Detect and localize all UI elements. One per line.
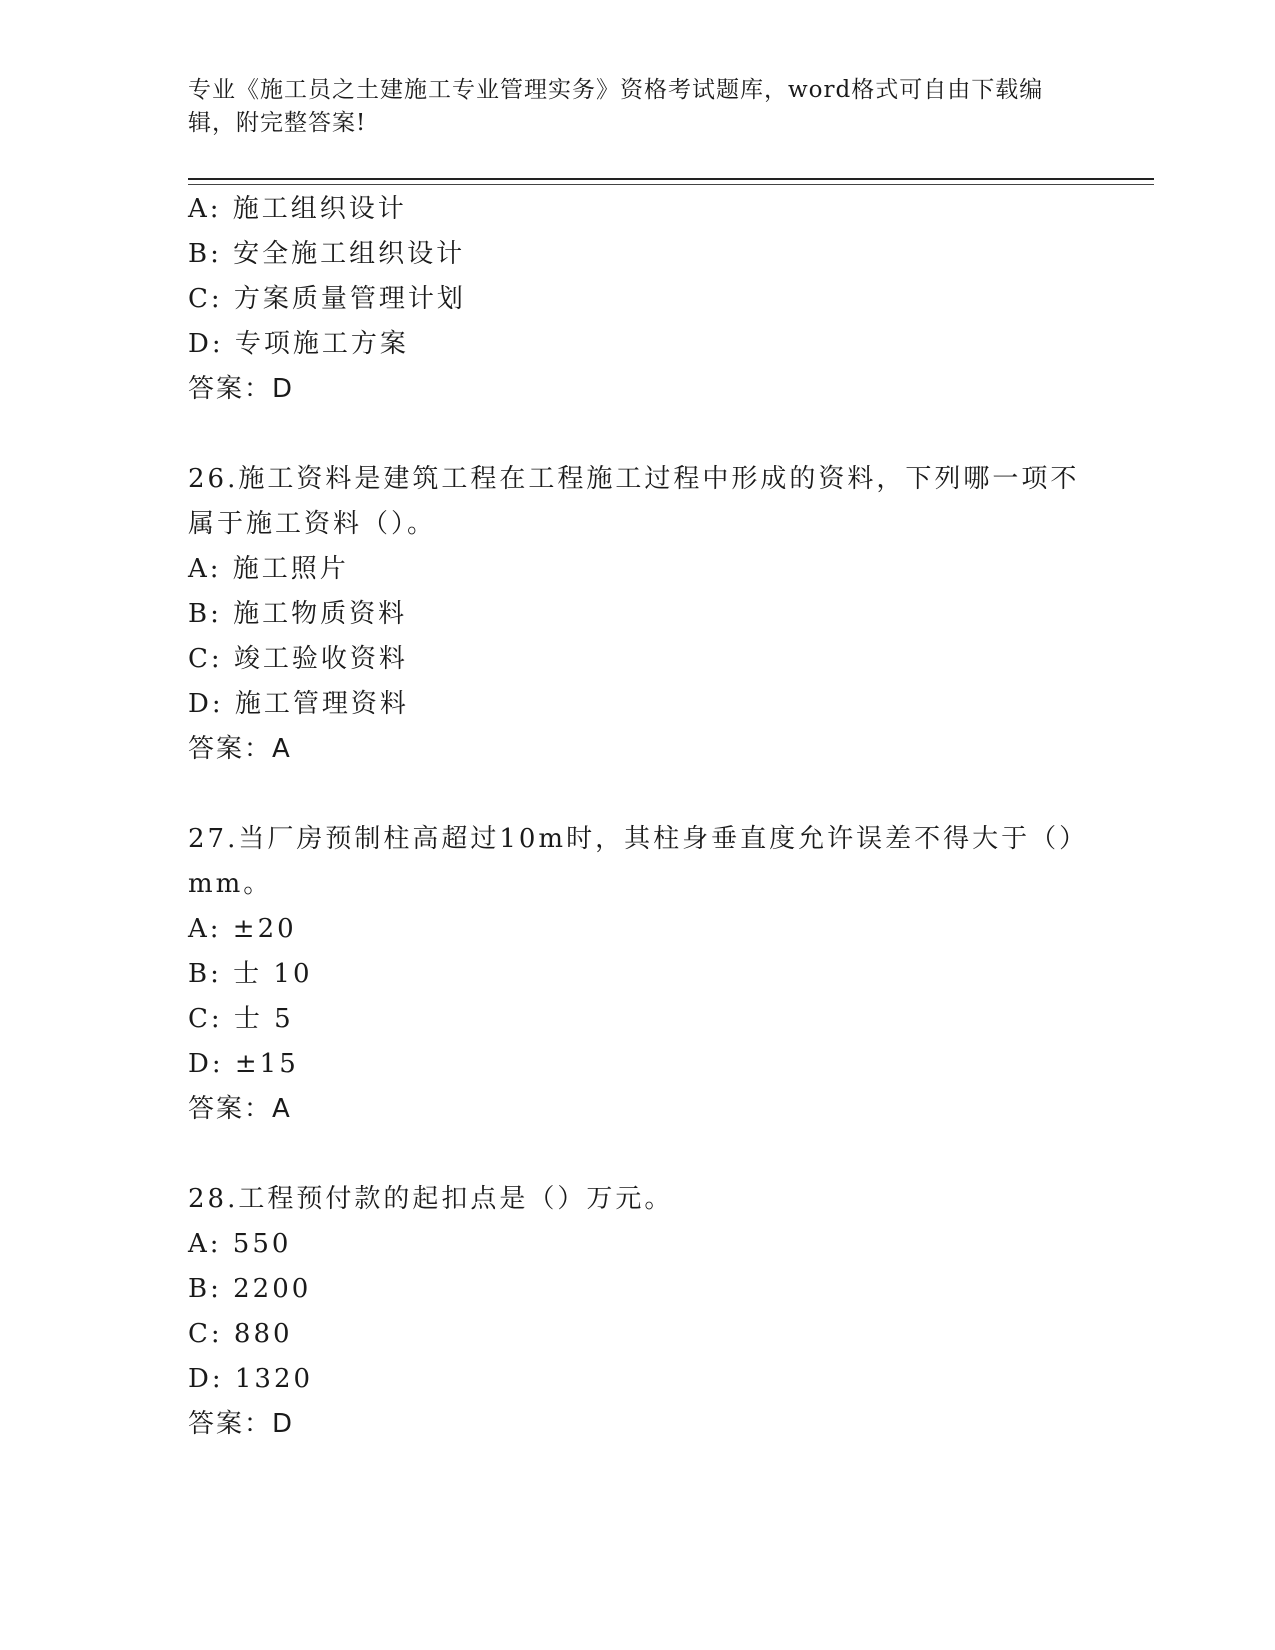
q25-option-c: C: 方案质量管理计划 — [188, 284, 466, 314]
q25-answer: 答案：D — [188, 374, 295, 404]
q26-option-b: B: 施工物质资料 — [188, 599, 408, 629]
q25-option-d: D: 专项施工方案 — [188, 329, 409, 359]
q27-option-c: C: 士 5 — [188, 1004, 294, 1034]
q27-stem-line-1: 27.当厂房预制柱高超过10m时，其柱身垂直度允许误差不得大于（） — [188, 824, 1089, 854]
q27-option-a: A: ±20 — [188, 914, 297, 944]
q27-answer: 答案：A — [188, 1094, 292, 1124]
q27-option-b: B: 士 10 — [188, 959, 313, 989]
header-line-2: 辑，附完整答案! — [188, 110, 367, 136]
document-header — [188, 74, 1068, 140]
q25-option-a: A: 施工组织设计 — [188, 194, 407, 224]
header-divider-thin — [188, 184, 1154, 185]
q26-answer: 答案：A — [188, 734, 292, 764]
q28-option-b: B: 2200 — [188, 1274, 312, 1304]
q28-answer: 答案：D — [188, 1409, 295, 1439]
q28-stem-line-1: 28.工程预付款的起扣点是（）万元。 — [188, 1184, 674, 1214]
q25-option-b: B: 安全施工组织设计 — [188, 239, 466, 269]
q26-option-d: D: 施工管理资料 — [188, 689, 409, 719]
q26-option-a: A: 施工照片 — [188, 554, 349, 584]
q26-stem-line-1: 26.施工资料是建筑工程在工程施工过程中形成的资料，下列哪一项不 — [188, 464, 1080, 494]
q26-stem-line-2: 属于施工资料（）。 — [188, 509, 437, 539]
q28-option-a: A: 550 — [188, 1229, 292, 1259]
header-line-1: 专业《施工员之土建施工专业管理实务》资格考试题库，word格式可自由下载编 — [188, 77, 1044, 103]
q27-option-d: D: ±15 — [188, 1049, 299, 1079]
header-divider-thick — [188, 178, 1154, 180]
q26-option-c: C: 竣工验收资料 — [188, 644, 408, 674]
q27-stem-line-2: mm。 — [188, 869, 273, 899]
q28-option-d: D: 1320 — [188, 1364, 314, 1394]
q28-option-c: C: 880 — [188, 1319, 293, 1349]
